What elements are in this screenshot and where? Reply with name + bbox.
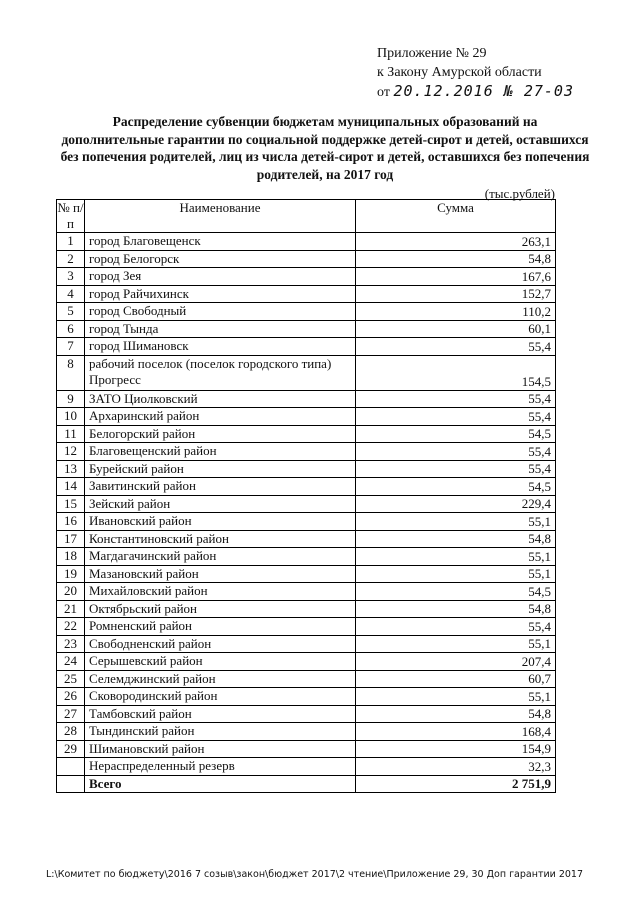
table-row (57, 653, 556, 671)
row-number: 16 (57, 513, 85, 531)
row-sum: 54,5 (356, 425, 556, 443)
table-row (57, 320, 556, 338)
row-sum: 110,2 (356, 303, 556, 321)
row-name: Михайловский район (85, 583, 356, 601)
row-number: 1 (57, 233, 85, 251)
total-sum: 2 751,9 (356, 775, 556, 793)
row-name: Мазановский район (85, 565, 356, 583)
table-row (57, 548, 556, 566)
units-label: (тыс.рублей) (484, 186, 555, 201)
row-name: Архаринский район (85, 408, 356, 426)
table-row (57, 600, 556, 618)
table-row (57, 723, 556, 741)
table-row (57, 565, 556, 583)
row-number: 22 (57, 618, 85, 636)
row-number: 12 (57, 443, 85, 461)
table-row (57, 583, 556, 601)
row-sum: 55,4 (356, 460, 556, 478)
table-row (57, 303, 556, 321)
handwritten-date-number: 20.12.2016 № 27-03 (393, 82, 574, 100)
row-number: 5 (57, 303, 85, 321)
row-name: Свободненский район (85, 635, 356, 653)
row-sum: 55,4 (356, 390, 556, 408)
row-name: город Шимановск (85, 338, 356, 356)
row-sum: 55,1 (356, 635, 556, 653)
row-number: 10 (57, 408, 85, 426)
row-sum: 32,3 (356, 758, 556, 776)
header-number: № п/п (57, 200, 84, 231)
row-sum: 154,5 (356, 355, 556, 390)
table-header-row (57, 200, 556, 233)
row-name: Шимановский район (85, 740, 356, 758)
row-number: 26 (57, 688, 85, 706)
appendix-date (377, 82, 574, 102)
row-name: Ивановский район (85, 513, 356, 531)
row-sum: 55,1 (356, 688, 556, 706)
row-number: 2 (57, 250, 85, 268)
row-name: Завитинский район (85, 478, 356, 496)
row-sum: 263,1 (356, 233, 556, 251)
subvention-table (56, 199, 556, 793)
table-row (57, 740, 556, 758)
row-number: 28 (57, 723, 85, 741)
row-sum: 54,8 (356, 705, 556, 723)
row-number: 18 (57, 548, 85, 566)
total-row (57, 775, 556, 793)
row-name: город Белогорск (85, 250, 356, 268)
row-name: Магдагачинский район (85, 548, 356, 566)
row-number: 14 (57, 478, 85, 496)
table-row (57, 443, 556, 461)
table-row (57, 705, 556, 723)
row-number: 6 (57, 320, 85, 338)
table-row (57, 355, 556, 390)
row-number: 4 (57, 285, 85, 303)
row-name: Тамбовский район (85, 705, 356, 723)
row-name: Константиновский район (85, 530, 356, 548)
row-sum: 207,4 (356, 653, 556, 671)
table-row (57, 250, 556, 268)
row-number: 19 (57, 565, 85, 583)
table-row (57, 530, 556, 548)
table-row (57, 233, 556, 251)
header-name: Наименование (85, 200, 356, 233)
table-row (57, 408, 556, 426)
row-number: 7 (57, 338, 85, 356)
row-number: 21 (57, 600, 85, 618)
table-row (57, 285, 556, 303)
row-name: Октябрьский район (85, 600, 356, 618)
table-row (57, 758, 556, 776)
row-sum: 54,5 (356, 478, 556, 496)
table-row (57, 460, 556, 478)
row-name: город Благовещенск (85, 233, 356, 251)
row-name: город Свободный (85, 303, 356, 321)
header-sum: Сумма (356, 200, 556, 233)
appendix-block (377, 44, 574, 102)
row-sum: 55,1 (356, 565, 556, 583)
appendix-law: к Закону Амурской области (377, 65, 542, 80)
total-number (57, 775, 85, 793)
row-sum: 152,7 (356, 285, 556, 303)
row-sum: 55,4 (356, 443, 556, 461)
total-label: Всего (85, 775, 356, 793)
row-name: город Райчихинск (85, 285, 356, 303)
row-name: Селемджинский район (85, 670, 356, 688)
row-number: 17 (57, 530, 85, 548)
row-number: 23 (57, 635, 85, 653)
row-sum: 154,9 (356, 740, 556, 758)
document-title: Распределение субвенции бюджетам муниципальных образований на дополнительные гарантии по социальной поддержке детей-сирот и детей, оставшихся без попечения родителей, лиц из числа детей-сирот и детей, оставшихся без попечения родителей, на 2017 год (60, 114, 590, 182)
row-sum: 55,4 (356, 338, 556, 356)
row-number: 13 (57, 460, 85, 478)
table-row (57, 688, 556, 706)
row-name: ЗАТО Циолковский (85, 390, 356, 408)
row-number: 8 (57, 355, 85, 390)
row-sum: 60,1 (356, 320, 556, 338)
file-path-footer: L:\Комитет по бюджету\2016 7 созыв\закон\бюджет 2017\2 чтение\Приложение 29, 30 Доп гарантии 2017 (46, 869, 584, 880)
row-sum: 54,8 (356, 530, 556, 548)
table-row (57, 268, 556, 286)
row-name: Зейский район (85, 495, 356, 513)
row-name: Тындинский район (85, 723, 356, 741)
row-number: 20 (57, 583, 85, 601)
row-number: 27 (57, 705, 85, 723)
table-row (57, 635, 556, 653)
row-name: Ромненский район (85, 618, 356, 636)
row-sum: 55,1 (356, 548, 556, 566)
table-row (57, 513, 556, 531)
row-number: 29 (57, 740, 85, 758)
row-sum: 168,4 (356, 723, 556, 741)
row-number: 3 (57, 268, 85, 286)
row-name: Благовещенский район (85, 443, 356, 461)
table-row (57, 338, 556, 356)
row-number: 9 (57, 390, 85, 408)
row-name: Нераспределенный резерв (85, 758, 356, 776)
row-sum: 60,7 (356, 670, 556, 688)
table-row (57, 425, 556, 443)
row-sum: 55,4 (356, 408, 556, 426)
row-sum: 54,8 (356, 250, 556, 268)
table-row (57, 670, 556, 688)
row-number: 15 (57, 495, 85, 513)
row-name: город Зея (85, 268, 356, 286)
row-number: 25 (57, 670, 85, 688)
table-row (57, 618, 556, 636)
table-row (57, 478, 556, 496)
row-name: Сковородинский район (85, 688, 356, 706)
row-sum: 55,4 (356, 618, 556, 636)
table-body (57, 233, 556, 793)
row-sum: 54,8 (356, 600, 556, 618)
row-number: 11 (57, 425, 85, 443)
row-sum: 229,4 (356, 495, 556, 513)
appendix-date-prefix: от (377, 85, 390, 100)
row-number (57, 758, 85, 776)
row-name: город Тында (85, 320, 356, 338)
table-row (57, 495, 556, 513)
table-row (57, 390, 556, 408)
row-number: 24 (57, 653, 85, 671)
row-name: Серышевский район (85, 653, 356, 671)
row-name: рабочий поселок (поселок городского типа) Прогресс (85, 355, 356, 390)
row-sum: 55,1 (356, 513, 556, 531)
row-sum: 167,6 (356, 268, 556, 286)
appendix-number: Приложение № 29 (377, 46, 487, 61)
row-name: Белогорский район (85, 425, 356, 443)
row-name: Бурейский район (85, 460, 356, 478)
row-sum: 54,5 (356, 583, 556, 601)
